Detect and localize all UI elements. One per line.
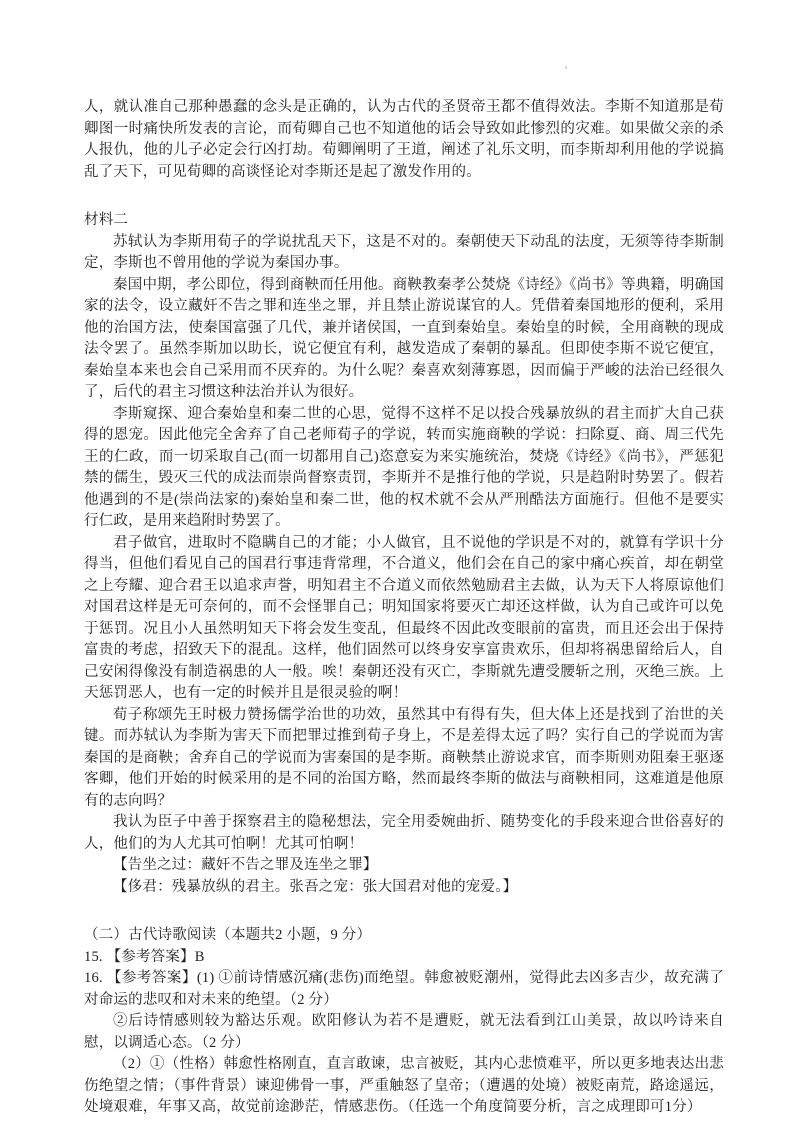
answer-question-16-part2: ②后诗情感则较为豁达乐观。欧阳修认为若不是遭贬，就无法看到江山美景，故以吟诗来自慰，以调适心态。（2 分） [84,1013,724,1051]
answer-question-15: 15. 【参考答案】B [84,948,205,965]
material-two-paragraph-shang-yang: 秦国中期，孝公即位，得到商鞅而任用他。商鞅教秦孝公焚烧《诗经》《尚书》等典籍，明确国家的法令，设立藏奸不告之罪和连坐之罪，并且禁止游说谋官的人。凭借着秦国地形的便利，采用他的治国方法，使秦国富强了几代，兼并诸侯国，一直到秦始皇。秦始皇的时候，全用商鞅的现成法令罢了。虽然李斯加以助长，说它便宜有利，越发造成了秦朝的暴乱。但即使李斯不说它便宜，秦始皇本来也会自己采用而不厌弃的。为什么呢？秦喜欢刻薄寡恩，因而偏于严峻的法治已经很久了，后代的君主习惯这种法治并认为很好。 [84,276,724,400]
note-gaozuo-zhiguo: 【告坐之过：藏奸不告之罪及连坐之罪】 [113,857,378,873]
document-page [84,97,724,1119]
answer-question-16-part1: 16. 【参考答案】(1) ①前诗情感沉痛(悲伤)而绝望。韩愈被贬潮州，觉得此去凶多吉少，故充满了对命运的悲叹和对未来的绝望。（2 分） [84,970,724,1008]
paragraph-continuation-translation: 人，就认准自己那种愚蠢的念头是正确的，认为古代的圣贤帝王都不值得效法。李斯不知道那是荀卿图一时痛快所发表的言论，而荀卿自己也不知道他的话会导致如此惨烈的灾难。如果做父亲的杀人报仇，他的儿子必定会行凶打劫。荀卿阐明了王道，阐述了礼乐文明，而李斯却利用他的学说搞乱了天下，可见荀卿的高谈怪论对李斯还是起了激发作用的。 [84,99,724,180]
material-two-paragraph-junzi-xiaoren: 君子做官，进取时不隐瞒自己的才能；小人做官，且不说他的学识是不对的，就算有学识十分得当，但他们看见自己的国君行事违背常理，不合道义，他们会在自己的家中痛心疾首，却在朝堂之上夸耀、迎合君王以追求声誉，明知君主不合道义而依然勉励君主去做，认为天下人将原谅他们对国君这样是无可奈何的，而不会怪罪自己；明知国家将要灭亡却还这样做，认为自己或许可以免于惩罚。况且小人虽然明知天下将会发生变乱，但最终不因此改变眼前的富贵，而且还会出于保持富贵的考虑，招致天下的混乱。这样，他们固然可以终身安享富贵欢乐，但却将祸患留给后人，自己安闲得像没有制造祸患的人一般。唉！秦朝还没有灭亡，李斯就先遭受腰斩之刑，灭绝三族。上天惩罚恶人，也有一定的时候并且是很灵验的啊！ [84,534,724,701]
material-two-paragraph-xunzi-conclusion: 荀子称颂先王时极力赞扬儒学治世的功效，虽然其中有得有失，但大体上还是找到了治世的关键。而苏轼认为李斯为害天下而把罪过推到荀子身上，不是差得太远了吗？实行自己的学说而为害秦国的是商鞅；舍弃自己的学说而为害秦国的是李斯。商鞅禁止游说求官，而李斯则劝阻秦王驱逐客卿，他们开始的时候采用的是不同的治国方略，然而最终李斯的做法与商鞅相同，这难道是他原有的志向吗？ [84,706,724,809]
note-chijun-zhangwu: 【侈君：残暴放纵的君主。张吾之宠：张大国君对他的宠爱。】 [113,878,518,895]
material-two-heading: 材料二 [84,212,129,228]
material-two-paragraph-su-shi-view: 苏轼认为李斯用荀子的学说扰乱天下，这是不对的。秦朝使天下动乱的法度，无须等待李斯制定，李斯也不曾用他的学说为秦国办事。 [84,233,724,271]
material-two-paragraph-author-opinion: 我认为臣子中善于探察君主的隐秘想法，完全用委婉曲折、随势变化的手段来迎合世俗喜好的人，他们的为人尤其可怕啊！尤其可怕啊！ [84,814,724,852]
section-heading-poetry-reading: （二）古代诗歌阅读（本题共2 小题，9 分） [84,927,372,943]
material-two-paragraph-li-si: 李斯窥探、迎合秦始皇和秦二世的心思，觉得不这样不足以投合残暴放纵的君主而扩大自己获得的恩宠。因此他完全舍弃了自己老师荀子的学说，转而实施商鞅的学说：扫除夏、商、周三代先王的仁政，而一切采取自己(而一切都用自己)恣意妄为来实施统治，焚烧《诗经》《尚书》，严惩犯禁的儒生，毁灭三代的成法而崇尚督察责罚，李斯并不是推行他的学说，只是趋附时势罢了。假若他遇到的不是(崇尚法家的)秦始皇和秦二世，他的权术就不会从严刑酷法方面施行。但他不是要实行仁政，是用来趋附时势罢了。 [84,405,724,529]
stray-scan-mark [565,66,567,69]
answer-question-16-part3: （2）①（性格）韩愈性格刚直，直言敢谏，忠言被贬，其内心悲愤难平，所以更多地表达出悲伤绝望之情；（事件背景）谏迎佛骨一事，严重触怒了皇帝；（遭遇的处境）被贬南荒，路途遥远，处境艰难，年事又高，故觉前途渺茫，情感悲伤。（任选一个角度简要分析，言之成理即可1分） [84,1056,724,1115]
